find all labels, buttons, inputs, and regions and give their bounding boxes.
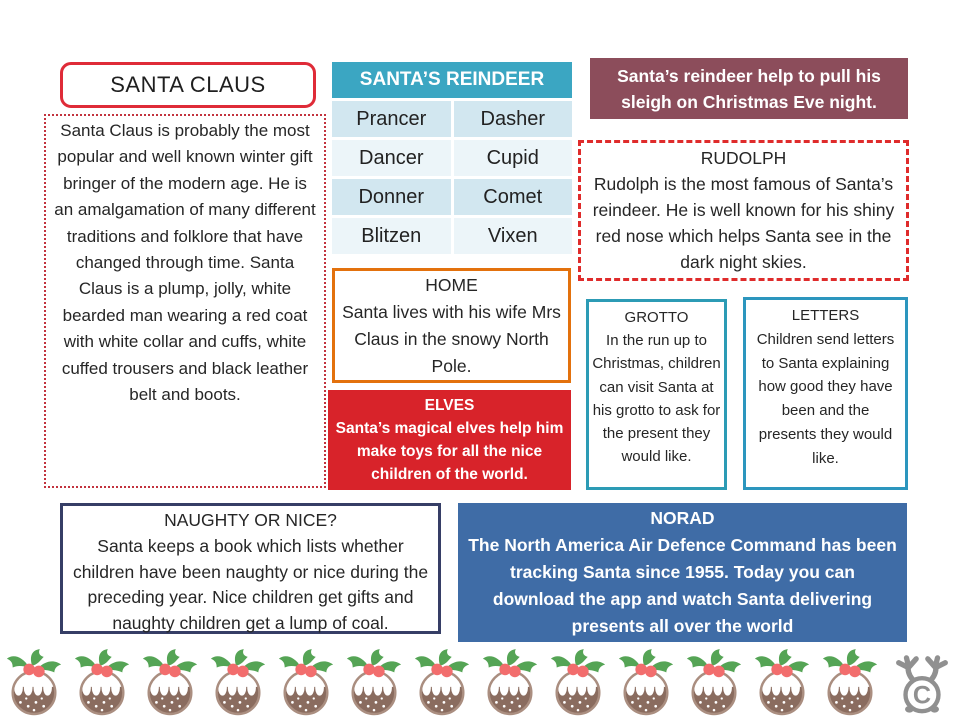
table-cell: Cupid (454, 140, 573, 176)
christmas-pudding-icon (479, 648, 541, 718)
elves-text: Santa’s magical elves help him make toys for all the nice children of the world. (335, 420, 564, 483)
table-cell: Dasher (454, 101, 573, 137)
rudolph-text: Rudolph is the most famous of Santa’s reindeer. He is well known for his shiny red nose which helps Santa see in the dark night skies. (592, 174, 895, 272)
reindeer-copyright-logo-icon (887, 654, 957, 718)
christmas-pudding-icon (343, 648, 405, 718)
table-cell: Comet (454, 179, 573, 215)
title-box (60, 62, 316, 108)
christmas-pudding-icon (819, 648, 881, 718)
elves-box (328, 390, 571, 490)
intro-text: Santa Claus is probably the most popular and well known winter gift bringer of the modern age. He is an amalgamation of many different traditions and folklore that have changed through time. Santa Claus is a plump, jolly, white bearded man wearing a red coat with white collar and cuffs, white cuffed trousers and black leather belt and boots. (54, 121, 316, 405)
home-text: Santa lives with his wife Mrs Claus in the snowy North Pole. (342, 302, 561, 376)
intro-text-box (44, 114, 326, 488)
christmas-pudding-icon (615, 648, 677, 718)
table-cell: Dancer (332, 140, 451, 176)
letters-text: Children send letters to Santa explaining how good they have been and the presents they would like. (756, 330, 895, 467)
christmas-pudding-icon (71, 648, 133, 718)
table-cell: Blitzen (332, 218, 451, 254)
norad-box (458, 503, 907, 642)
christmas-pudding-icon (275, 648, 337, 718)
rudolph-box (578, 140, 909, 281)
norad-title: NORAD (650, 508, 715, 528)
elves-title: ELVES (424, 397, 475, 414)
grotto-box (586, 299, 727, 490)
table-cell: Vixen (454, 218, 573, 254)
norad-text: The North America Air Defence Command has been tracking Santa since 1955. Today you can download the app and watch Santa delivering presents all over the world (468, 535, 897, 636)
pudding-row (3, 646, 957, 718)
rudolph-title: RUDOLPH (700, 148, 787, 168)
home-box (332, 268, 571, 383)
naughty-title: NAUGHTY OR NICE? (164, 510, 337, 530)
christmas-pudding-icon (751, 648, 813, 718)
grotto-title: GROTTO (624, 309, 689, 326)
christmas-pudding-icon (207, 648, 269, 718)
reindeer-table-header: SANTA’S REINDEER (332, 62, 572, 98)
reindeer-table (332, 62, 572, 254)
christmas-pudding-icon (3, 648, 65, 718)
grotto-text: In the run up to Christmas, children can visit Santa at his grotto to ask for the present they would like. (592, 332, 721, 466)
home-title: HOME (425, 275, 478, 295)
table-cell: Donner (332, 179, 451, 215)
letters-title: LETTERS (791, 307, 860, 324)
naughty-or-nice-box (60, 503, 441, 634)
sleigh-text: Santa’s reindeer help to pull his sleigh on Christmas Eve night. (617, 65, 881, 112)
christmas-pudding-icon (547, 648, 609, 718)
letters-box (743, 297, 908, 490)
naughty-text: Santa keeps a book which lists whether children have been naughty or nice during the preceding year. Nice children get gifts and naughty children get a lump of coal. (72, 535, 429, 634)
table-cell: Prancer (332, 101, 451, 137)
sleigh-callout-box (590, 58, 908, 119)
christmas-pudding-icon (139, 648, 201, 718)
page-title: SANTA CLAUS (110, 72, 266, 97)
christmas-pudding-icon (411, 648, 473, 718)
christmas-pudding-icon (683, 648, 745, 718)
